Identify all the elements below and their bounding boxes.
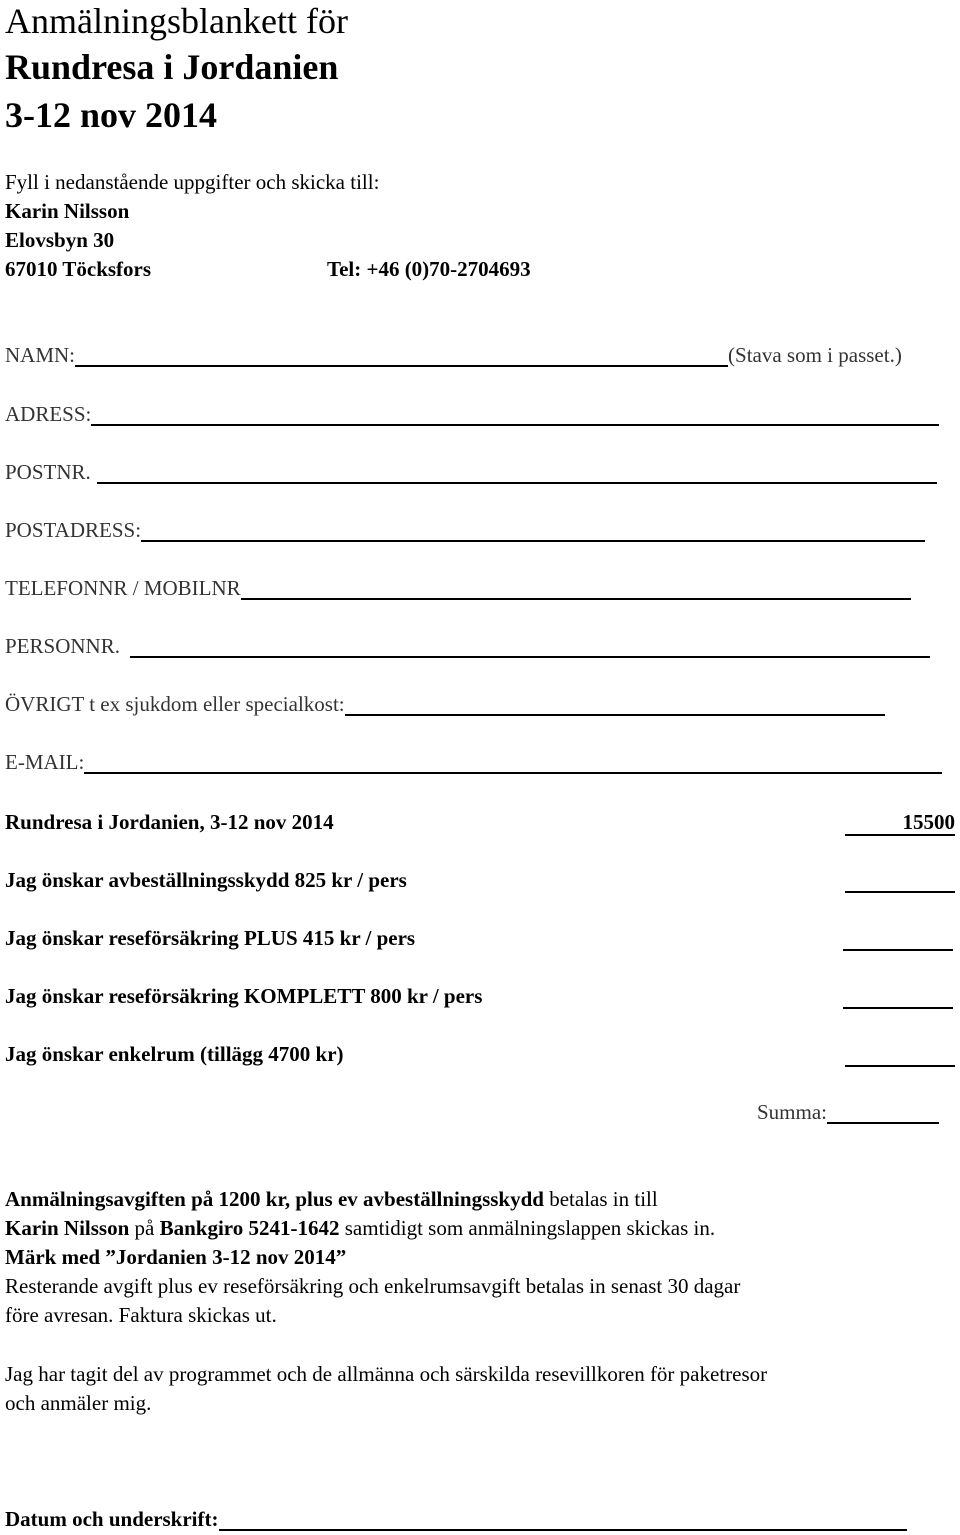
trip-dates: 3-12 nov 2014 xyxy=(5,95,218,135)
address-name: Karin Nilsson xyxy=(5,199,130,223)
komplett-insurance-label: Jag önskar reseförsäkring KOMPLETT 800 kr / pers xyxy=(5,984,483,1008)
summa-field[interactable] xyxy=(757,1100,939,1124)
telefon-label: TELEFONNR / MOBILNR xyxy=(5,576,241,600)
plus-insurance-label: Jag önskar reseförsäkring PLUS 415 kr / pers xyxy=(5,926,416,950)
cancel-insurance-line[interactable] xyxy=(845,891,955,893)
postnr-label: POSTNR. xyxy=(5,460,91,484)
adress-field[interactable] xyxy=(5,402,939,426)
payment-mark-text: Märk med ”Jordanien 3-12 nov 2014” xyxy=(5,1245,347,1269)
address-phone: Tel: +46 (0)70-2704693 xyxy=(327,257,531,281)
namn-field[interactable] xyxy=(5,343,955,367)
adress-label: ADRESS: xyxy=(5,402,92,426)
postnr-line[interactable] xyxy=(97,462,937,484)
personnr-label: PERSONNR. xyxy=(5,634,120,658)
signature-line[interactable] xyxy=(219,1509,907,1531)
address-city: 67010 Töcksfors xyxy=(5,257,152,281)
form-title: Anmälningsblankett för xyxy=(5,1,348,41)
ovrigt-line[interactable] xyxy=(345,694,885,716)
personnr-line[interactable] xyxy=(130,636,930,658)
payment-line-4: Resterande avgift plus ev reseförsäkring och enkelrumsavgift betalas in senast 30 dagar xyxy=(5,1274,741,1298)
signature-label: Datum och underskrift: xyxy=(5,1507,219,1531)
email-line[interactable] xyxy=(84,752,942,774)
postadress-field[interactable] xyxy=(5,518,925,542)
single-room-line[interactable] xyxy=(845,1065,955,1067)
payment-line-2: Karin Nilsson på Bankgiro 5241-1642 samtidigt som anmälningslappen skickas in. xyxy=(5,1216,716,1240)
trip-price: 15500 xyxy=(845,810,955,836)
adress-line[interactable] xyxy=(91,404,939,426)
address-intro: Fyll i nedanstående uppgifter och skicka till: xyxy=(5,170,380,194)
komplett-insurance-line[interactable] xyxy=(843,1007,953,1009)
summa-line[interactable] xyxy=(827,1102,939,1124)
personnr-field[interactable] xyxy=(5,634,930,658)
ovrigt-label: ÖVRIGT t ex sjukdom eller specialkost: xyxy=(5,692,345,716)
email-label: E-MAIL: xyxy=(5,750,85,774)
ovrigt-field[interactable] xyxy=(5,692,885,716)
trip-option-label: Rundresa i Jordanien, 3-12 nov 2014 xyxy=(5,810,334,834)
namn-line[interactable] xyxy=(75,345,728,367)
namn-note: (Stava som i passet.) xyxy=(728,343,902,367)
telefon-field[interactable] xyxy=(5,576,911,600)
summa-label: Summa: xyxy=(757,1100,828,1124)
postadress-line[interactable] xyxy=(141,520,925,542)
telefon-line[interactable] xyxy=(241,578,911,600)
trip-title: Rundresa i Jordanien xyxy=(5,47,339,87)
postnr-field[interactable] xyxy=(5,460,937,484)
cancel-insurance-label: Jag önskar avbeställningsskydd 825 kr / pers xyxy=(5,868,407,892)
plus-insurance-line[interactable] xyxy=(843,949,953,951)
postadress-label: POSTADRESS: xyxy=(5,518,142,542)
address-street: Elovsbyn 30 xyxy=(5,228,115,252)
payment-line-5: före avresan. Faktura skickas ut. xyxy=(5,1303,277,1327)
single-room-label: Jag önskar enkelrum (tillägg 4700 kr) xyxy=(5,1042,344,1066)
namn-label: NAMN: xyxy=(5,343,76,367)
terms-line-1: Jag har tagit del av programmet och de allmänna och särskilda resevillkoren för paketresor xyxy=(5,1362,768,1386)
signature-field[interactable] xyxy=(5,1507,907,1531)
email-field[interactable] xyxy=(5,750,942,774)
terms-line-2: och anmäler mig. xyxy=(5,1391,152,1415)
payment-line-1: Anmälningsavgiften på 1200 kr, plus ev avbeställningsskydd betalas in till xyxy=(5,1187,658,1211)
